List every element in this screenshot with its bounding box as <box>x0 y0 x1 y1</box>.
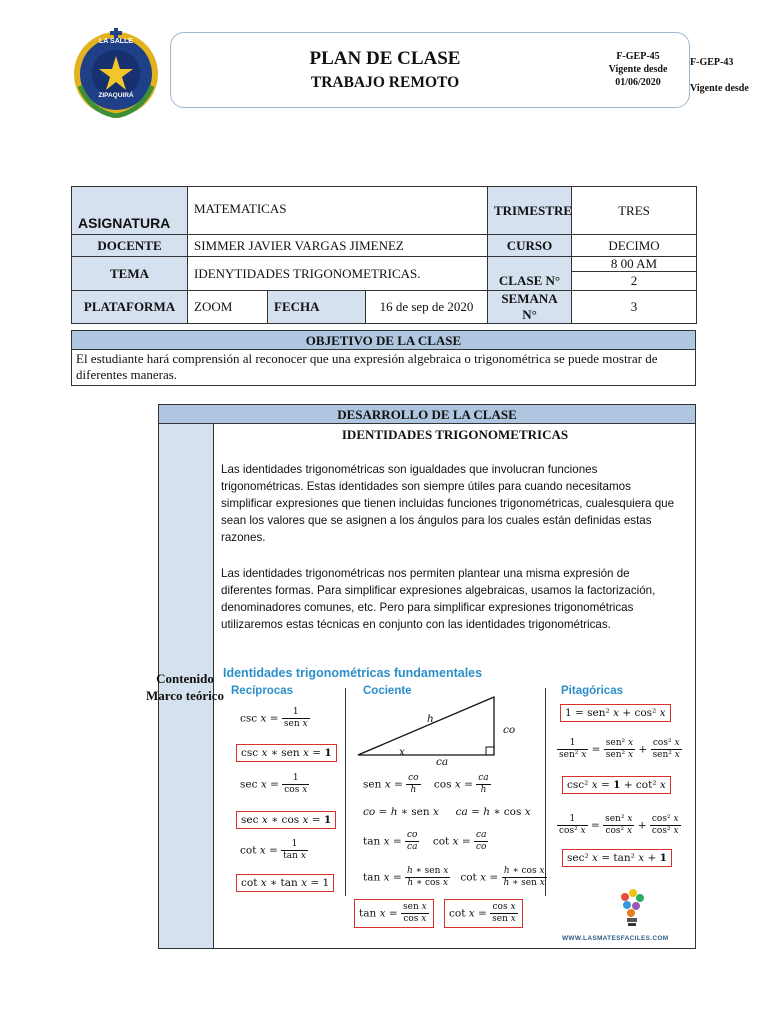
tema-value: IDENYTIDADES TRIGONOMETRICAS. <box>188 257 488 291</box>
plataforma-label: PLATAFORMA <box>72 291 188 324</box>
contenido-label: Contenido Marco teórico <box>145 671 225 703</box>
document-code <box>592 50 684 89</box>
asignatura-value: MATEMATICAS <box>188 187 488 235</box>
logo-text-top: LA SALLE <box>99 38 133 45</box>
info-table <box>71 186 697 324</box>
watermark: WWW.LASMATESFACILES.COM <box>562 935 669 942</box>
desarrollo-heading: DESARROLLO DE LA CLASE <box>158 404 696 424</box>
curso-value: DECIMO <box>572 235 697 257</box>
formula-csc: csc x = $\frac{1}{\text{sen x}}$ <box>240 707 308 729</box>
vigente-date: 01/06/2020 <box>615 77 661 88</box>
objetivo-text: El estudiante hará comprensión al reconocer que una expresión algebraica o trigonométrica se puede mostrar de diferentes maneras. <box>71 350 696 386</box>
formula-pythagorean-1: 1 = sen² x + cos² x <box>560 704 671 722</box>
objetivo-heading: OBJETIVO DE LA CLASE <box>71 330 696 350</box>
page-title: PLAN DE CLASE <box>309 48 461 69</box>
formula-csc-sen: csc x ∗ sen x = 1 <box>236 744 337 762</box>
paragraph-2: Las identidades trigonométricas nos permiten plantear una misma expresión de diferentes formas. Para simplificar expresiones algebraicas, usamos la factorización, denominadores comunes, etc. Pero para simplificar expresiones trigonométricas utilizaremos estas técnicas en conjunto con las identidades trigonométricas. <box>221 567 656 631</box>
lightbulb-icon <box>617 887 647 929</box>
fecha-label: FECHA <box>268 291 366 324</box>
tema-label: TEMA <box>72 257 188 291</box>
formula-co-ca: co = h ∗ sen x ca = h ∗ cos x <box>363 806 531 818</box>
tri-h-label: h <box>427 713 434 725</box>
docente-label: DOCENTE <box>72 235 188 257</box>
col-cociente: Cociente <box>363 685 412 697</box>
hora-value: 8 00 AM <box>572 257 697 272</box>
formula-tan-cot-ratio: tan x = $\frac{co}{ca}$ cot x = $\frac{ca}{co}$ <box>363 830 487 852</box>
semana-value: 3 <box>572 291 697 324</box>
tri-x-label: x <box>399 746 405 758</box>
curso-label: CURSO <box>488 235 572 257</box>
code-right: F-GEP-43 <box>690 57 734 68</box>
formula-sec-cos: sec x ∗ cos x = 1 <box>236 811 336 829</box>
document-code-right <box>690 50 764 102</box>
right-triangle-diagram <box>354 693 524 763</box>
formula-pythagorean-div-sen: $\frac{1}{\text{sen² x}}$ = $\frac{\text{sen² x}}{\text{sen² x}}$ + $\frac{\text{cos² x}}{\text{sen² x}}$ <box>559 738 680 760</box>
fecha-value: 16 de sep de 2020 <box>366 291 488 324</box>
formula-csc2: csc² x = 1 + cot² x <box>562 776 671 794</box>
trimestre-label: TRIMESTRE <box>488 187 572 235</box>
formula-sec: sec x = $\frac{1}{\text{cos x}}$ <box>240 773 308 795</box>
formula-pythagorean-div-cos: $\frac{1}{\text{cos² x}}$ = $\frac{\text{sen² x}}{\text{cos² x}}$ + $\frac{\text{cos² x}}{\text{cos² x}}$ <box>559 814 679 836</box>
asignatura-label: ASIGNATURA <box>72 187 188 235</box>
vigente-right: Vigente desde <box>690 83 749 94</box>
code: F-GEP-45 <box>616 51 660 62</box>
vigente-label: Vigente desde <box>608 64 668 75</box>
clase-label: CLASE N° <box>488 271 572 290</box>
separator-1 <box>345 688 346 896</box>
paragraph-1: Las identidades trigonométricas son igualdades que involucran funciones trigonométricas. Estas identidades son siempre útiles para cuando necesitamos simplificar expresiones que tienen incluidas funciones trigonométricas, cualesquiera que sean los valores que se asignen a los ángulos para los cuales están definidas estas razones. <box>221 463 675 544</box>
logo-text-bottom: ZIPAQUIRÁ <box>98 92 134 99</box>
formula-cot-cos-sen: cot x = $\frac{\text{cos x}}{\text{sen x}}$ <box>444 899 523 928</box>
formula-cot: cot x = $\frac{1}{\text{tan x}}$ <box>240 839 306 861</box>
col-pitagoricas: Pitagóricas <box>561 685 623 697</box>
formula-tan-cot-h: tan x = $\frac{\text{h ∗ sen x}}{\text{h ∗ cos x}}$ cot x = $\frac{\text{h ∗ cos x}}{\text{h ∗ sen x}}$ <box>363 866 545 888</box>
section-title: IDENTIDADES TRIGONOMETRICAS <box>341 427 569 442</box>
formula-cot-tan: cot x ∗ tan x = 1 <box>236 874 334 892</box>
formula-tan-sen-cos: tan x = $\frac{\text{sen x}}{\text{cos x}}$ <box>354 899 434 928</box>
semana-label: SEMANA N° <box>488 291 572 324</box>
docente-value: SIMMER JAVIER VARGAS JIMENEZ <box>188 235 488 257</box>
trimestre-value: TRES <box>572 187 697 235</box>
formula-sec2: sec² x = tan² x + 1 <box>562 849 672 867</box>
page-subtitle: TRABAJO REMOTO <box>310 74 460 91</box>
col-reciprocas: Recíprocas <box>231 685 294 697</box>
formula-sen-cos-ratio: sen x = $\frac{co}{h}$ cos x = $\frac{ca}{h}$ <box>363 773 489 795</box>
figure-title: Identidades trigonométricas fundamentales <box>223 666 483 680</box>
plataforma-value: ZOOM <box>188 291 268 324</box>
tri-co-label: co <box>503 724 516 736</box>
separator-2 <box>545 688 546 896</box>
tri-ca-label: ca <box>436 756 449 768</box>
clase-value: 2 <box>572 271 697 290</box>
